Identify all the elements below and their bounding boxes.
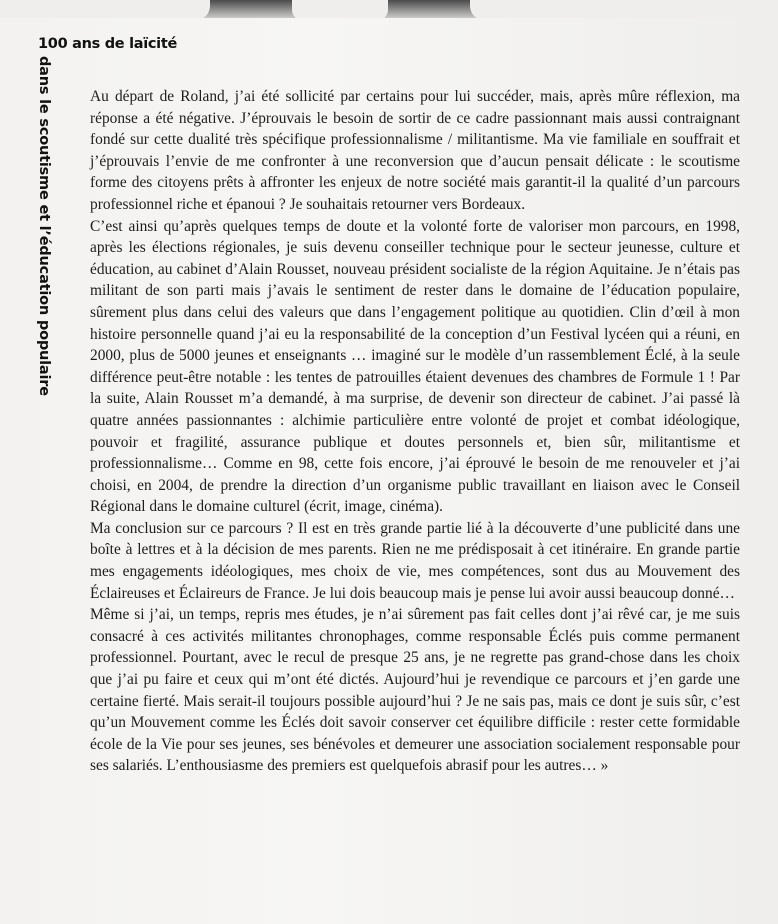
page-edge-right	[470, 0, 778, 20]
paragraph: C’est ainsi qu’après quelques temps de doute et la volonté forte de valoriser mon parcours, en 1998, après les élections régionales, je suis devenu conseiller technique pour le secteur jeunesse, culture et éducation, au cabinet d’Alain Rousset, nouveau président socialiste de la région Aquitaine. Je n’étais pas militant de son parti mais j’avais le sentiment de rester dans le domaine de l’éducation populaire, sûrement plus dans celui des valeurs que dans l’engagement politique au quotidien. Clin d’œil à mon histoire personnelle quand j’ai eu la responsabilité de la conception d’un Festival lycéen qui a réuni, en 2000, plus de 5000 jeunes et enseignants … imaginé sur le modèle d’un rassemblement Éclé, à la seule différence peut-être notable : les tentes de patrouilles étaient devenues des chambres de Formule 1 ! Par la suite, Alain Rousset m’a demandé, à ma surprise, de devenir son directeur de cabinet. J’ai passé là quatre années passionnantes : alchimie particulière entre volonté de projet et combat idéologique, pouvoir et fragilité, assurance publique et doutes personnels et, bien sûr, militantisme et professionnalisme… Comme en 98, cette fois encore, j’ai éprouvé le besoin de me renouveler et j’ai choisi, en 2004, de prendre la direction d’un organisme public travaillant en liaison avec le Conseil Régional dans le domaine culturel (écrit, image, cinéma).	[90, 217, 740, 516]
body-text	[90, 86, 740, 777]
side-section-title: dans le scoutisme et l’éducation populaire	[36, 56, 52, 396]
running-title: 100 ans de laïcité	[38, 36, 178, 52]
paragraph: Au départ de Roland, j’ai été sollicité par certains pour lui succéder, mais, après mûre réflexion, ma réponse a été négative. J’éprouvais le besoin de sortir de ce cadre passionnant mais aussi contraignant fondé sur cette dualité très spécifique professionnalisme / militantisme. Ma vie familiale en souffrait et j’éprouvais l’envie de me confronter à une reconversion que d’aucun pensait délicate : le scoutisme forme des citoyens prêts à affronter les enjeux de notre société mais garantit-il la qualité d’un parcours professionnel riche et épanoui ? Je souhaitais retourner vers Bordeaux.	[90, 88, 740, 213]
paragraph: Ma conclusion sur ce parcours ? Il est en très grande partie lié à la découverte d’une publicité dans une boîte à lettres et à la décision de mes parents. Rien ne me prédisposait à cet itinéraire. En grande partie mes engagements idéologiques, mes choix de vie, mes compétences, sont dus au Mouvement des Éclaireuses et Éclaireurs de France. Je lui dois beaucoup mais je pense lui avoir aussi beaucoup donné…	[90, 519, 740, 602]
page-edge-left	[0, 0, 210, 20]
paragraph: Même si j’ai, un temps, repris mes études, je n’ai sûrement pas fait celles dont j’ai rêvé car, je me suis consacré à ces activités militantes chronophages, comme responsable Éclés puis comme permanent professionnel. Pourtant, avec le recul de presque 25 ans, je ne regrette pas grand-chose dans les choix que j’ai pu faire et ceux qui m’ont été dictés. Aujourd’hui je revendique ce parcours et j’en garde une certaine fierté. Mais serait-il toujours possible aujourd’hui ? Je ne sais pas, mais ce dont je suis sûr, c’est qu’un Mouvement comme les Éclés doit savoir conserver cet équilibre difficile : rester cette formidable école de la Vie pour ses jeunes, ses bénévoles et demeurer une association socialement responsable pour ses salariés. L’enthousiasme des premiers est quelquefois abrasif pour les autres… »	[90, 606, 740, 775]
page-edge-middle	[292, 0, 388, 20]
